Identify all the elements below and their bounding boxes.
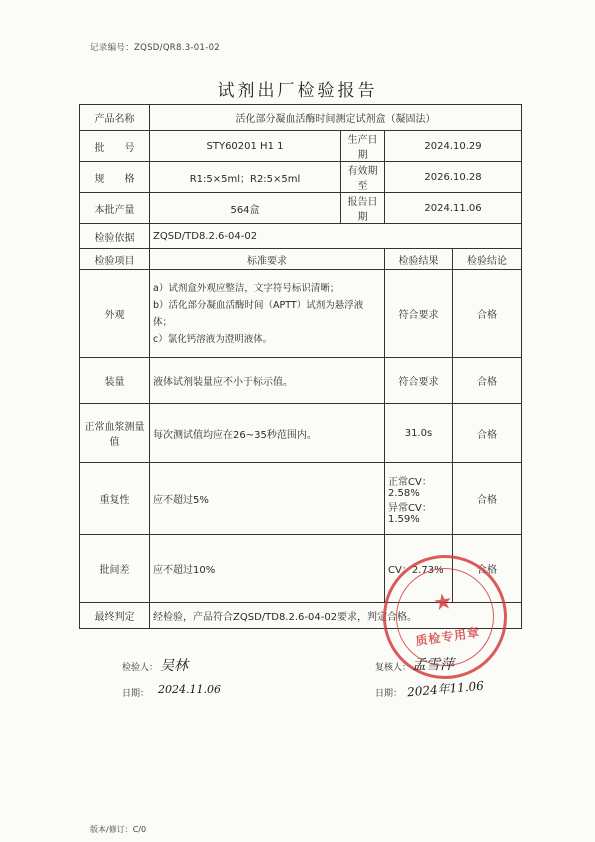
normal-plasma-conclusion: 合格	[453, 404, 522, 463]
report-date-label: 报告日期	[341, 193, 385, 224]
batch-difference-result: CV：2.73%	[385, 535, 453, 603]
production-date-value: 2024.10.29	[385, 131, 522, 162]
repeatability-item: 重复性	[80, 463, 150, 535]
version-footer: 版本/修订：C/0	[90, 825, 147, 834]
batch-difference-conclusion: 合格	[453, 535, 522, 603]
normal-plasma-item: 正常血浆测量值	[80, 404, 150, 463]
appearance-row	[80, 270, 522, 358]
appearance-standard	[150, 270, 385, 358]
inspector-label: 检验人：	[122, 663, 159, 673]
production-date-label: 生产日期	[341, 131, 385, 162]
quantity-label: 本批产量	[80, 193, 150, 224]
product-label: 产品名称	[80, 105, 150, 131]
appearance-item: 外观	[80, 270, 150, 358]
final-label: 最终判定	[80, 603, 150, 629]
appearance-std-b: b）活化部分凝血活酶时间（APTT）试剂为悬浮液体；	[153, 299, 364, 328]
batch-label: 批 号	[80, 131, 150, 162]
basis-value: ZQSD/TD8.2.6-04-02	[150, 224, 522, 249]
reviewer-label: 复核人：	[375, 663, 412, 673]
appearance-std-c: c）氯化钙溶液为澄明液体。	[153, 333, 273, 345]
spec-value: R1:5×5ml；R2:5×5ml	[150, 162, 341, 193]
header-item: 检验项目	[80, 249, 150, 270]
normal-plasma-result: 31.0s	[385, 404, 453, 463]
normal-plasma-row	[80, 404, 522, 463]
repeatability-result-abnormal: 异常CV：1.59%	[388, 502, 432, 525]
header-standard: 标准要求	[150, 249, 385, 270]
stamp-star-icon: ★	[431, 588, 455, 617]
repeatability-result-normal: 正常CV：2.58%	[388, 476, 432, 499]
repeatability-result	[385, 463, 453, 535]
batch-difference-item: 批间差	[80, 535, 150, 603]
document-number: 记录编号：ZQSD/QR8.3-01-02	[90, 43, 220, 53]
appearance-std-a: a）试剂盒外观应整洁，文字符号标识清晰；	[153, 282, 340, 294]
batch-value: STY60201 H1 1	[150, 131, 341, 162]
normal-plasma-standard: 每次测试值均应在26~35秒范围内。	[150, 404, 385, 463]
reviewer-date-label: 日期：	[375, 689, 403, 699]
quantity-value: 564盒	[150, 193, 341, 224]
quantity-row	[80, 193, 522, 224]
header-conclusion: 检验结论	[453, 249, 522, 270]
repeatability-row	[80, 463, 522, 535]
product-row	[80, 105, 522, 131]
reviewer-date: 2024年11.06	[406, 678, 485, 700]
report-title: 试剂出厂检验报告	[217, 81, 378, 101]
appearance-result: 符合要求	[385, 270, 453, 358]
volume-standard: 液体试剂装量应不小于标示值。	[150, 358, 385, 404]
volume-row	[80, 358, 522, 404]
stamp-text: 质检专用章	[414, 625, 481, 649]
inspector-date: 2024.11.06	[158, 683, 221, 696]
repeatability-conclusion: 合格	[453, 463, 522, 535]
expiry-label: 有效期至	[341, 162, 385, 193]
inspector-date-label: 日期：	[122, 689, 150, 699]
reviewer-signature: 孟雪萍	[412, 657, 454, 673]
appearance-conclusion: 合格	[453, 270, 522, 358]
volume-conclusion: 合格	[453, 358, 522, 404]
repeatability-standard: 应不超过5%	[150, 463, 385, 535]
final-value: 经检验，产品符合ZQSD/TD8.2.6-04-02要求，判定合格。	[150, 603, 522, 629]
header-row	[80, 249, 522, 270]
spec-row	[80, 162, 522, 193]
volume-item: 装量	[80, 358, 150, 404]
inspector-signature: 吴林	[160, 658, 188, 674]
batch-difference-standard: 应不超过10%	[150, 535, 385, 603]
volume-result: 符合要求	[385, 358, 453, 404]
basis-row	[80, 224, 522, 249]
spec-label: 规 格	[80, 162, 150, 193]
basis-label: 检验依据	[80, 224, 150, 249]
expiry-value: 2026.10.28	[385, 162, 522, 193]
product-value: 活化部分凝血活酶时间测定试剂盒（凝固法）	[150, 105, 522, 131]
batch-row	[80, 131, 522, 162]
inspection-table	[79, 104, 522, 629]
report-date-value: 2024.11.06	[385, 193, 522, 224]
header-result: 检验结果	[385, 249, 453, 270]
